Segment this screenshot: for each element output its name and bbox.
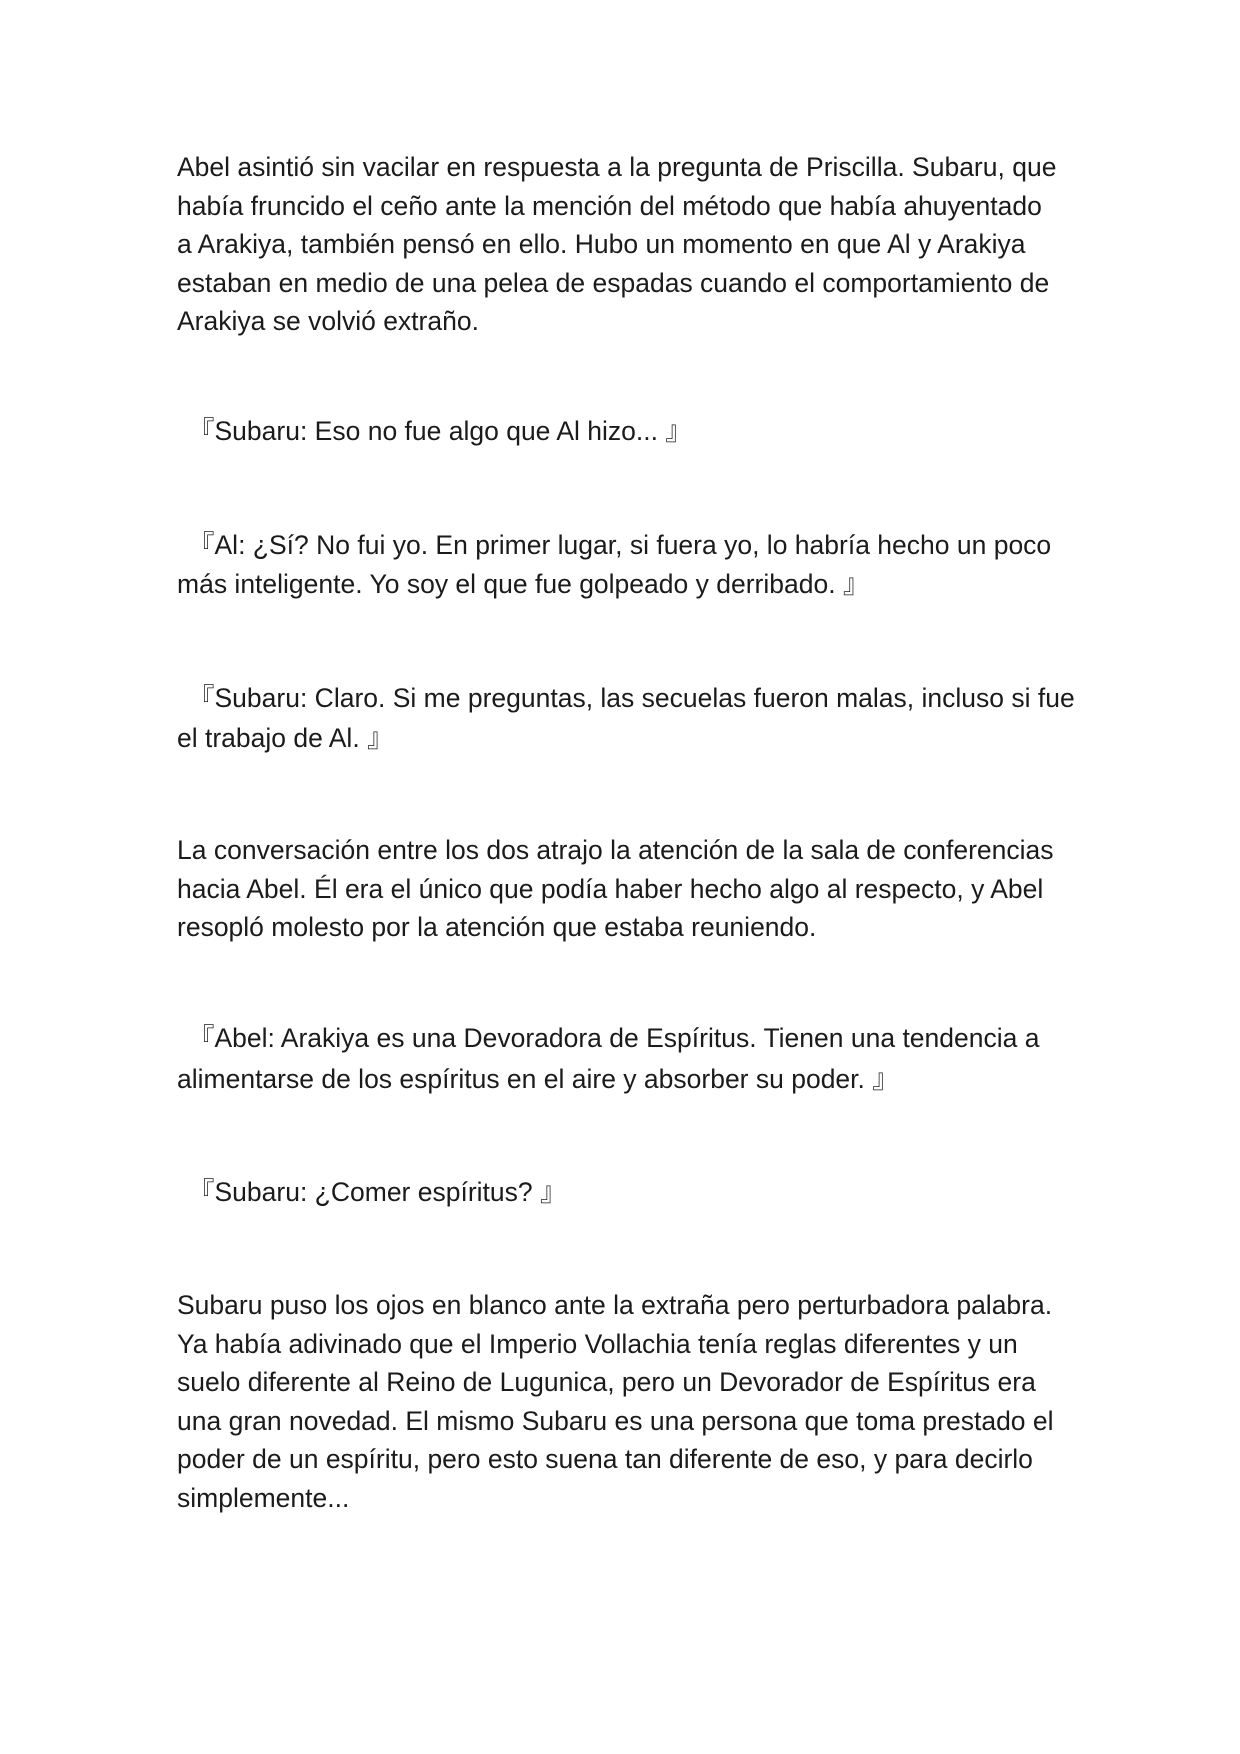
text-line: Ya había adivinado que el Imperio Vollachia tenía reglas diferentes y un	[177, 1328, 1018, 1359]
dialogue-line: 『Al: ¿Sí? No fui yo. En primer lugar, si fuera yo, lo habría hecho un poco	[188, 530, 1052, 560]
narration-paragraph	[177, 148, 1077, 341]
text-line: una gran novedad. El mismo Subaru es una persona que toma prestado el	[177, 1405, 1054, 1436]
text-line: a Arakiya, también pensó en ello. Hubo un momento en que Al y Arakiya	[177, 229, 1026, 260]
dialogue-line: el trabajo de Al. 』	[177, 723, 394, 753]
text-line: Abel asintió sin vacilar en respuesta a la pregunta de Priscilla. Subaru, que	[177, 152, 1057, 182]
text-line: estaban en medio de una pelea de espadas cuando el comportamiento de	[177, 267, 1050, 298]
dialogue-line: 『Abel: Arakiya es una Devoradora de Espíritus. Tienen una tendencia a	[188, 1023, 1040, 1053]
dialogue-line: alimentarse de los espíritus en el aire y absorber su poder. 』	[177, 1064, 899, 1094]
text-line: La conversación entre los dos atrajo la atención de la sala de conferencias	[177, 835, 1054, 865]
text-line: hacia Abel. Él era el único que podía haber hecho algo al respecto, y Abel	[177, 873, 1044, 904]
dialogue-line: 『Subaru: Eso no fue algo que Al hizo... 』	[188, 416, 692, 446]
text-line: simplemente...	[177, 1482, 350, 1513]
text-line: había fruncido el ceño ante la mención del método que había ahuyentado	[177, 190, 1042, 221]
dialogue-line: 『Subaru: ¿Comer espíritus? 』	[188, 1177, 567, 1207]
text-line: suelo diferente al Reino de Lugunica, pero un Devorador de Espíritus era	[177, 1367, 1036, 1398]
text-line: resopló molesto por la atención que estaba reuniendo.	[177, 912, 817, 943]
text-line: Arakiya se volvió extraño.	[177, 306, 479, 337]
dialogue-line: más inteligente. Yo soy el que fue golpeado y derribado. 』	[177, 569, 870, 599]
dialogue-line: 『Subaru: Claro. Si me preguntas, las secuelas fueron malas, incluso si fue	[188, 683, 1075, 713]
text-line: Subaru puso los ojos en blanco ante la extraña pero perturbadora palabra.	[177, 1290, 1053, 1320]
narration-paragraph	[177, 1286, 1077, 1518]
narration-paragraph	[177, 831, 1077, 947]
text-line: poder de un espíritu, pero esto suena tan diferente de eso, y para decirlo	[177, 1444, 1033, 1475]
